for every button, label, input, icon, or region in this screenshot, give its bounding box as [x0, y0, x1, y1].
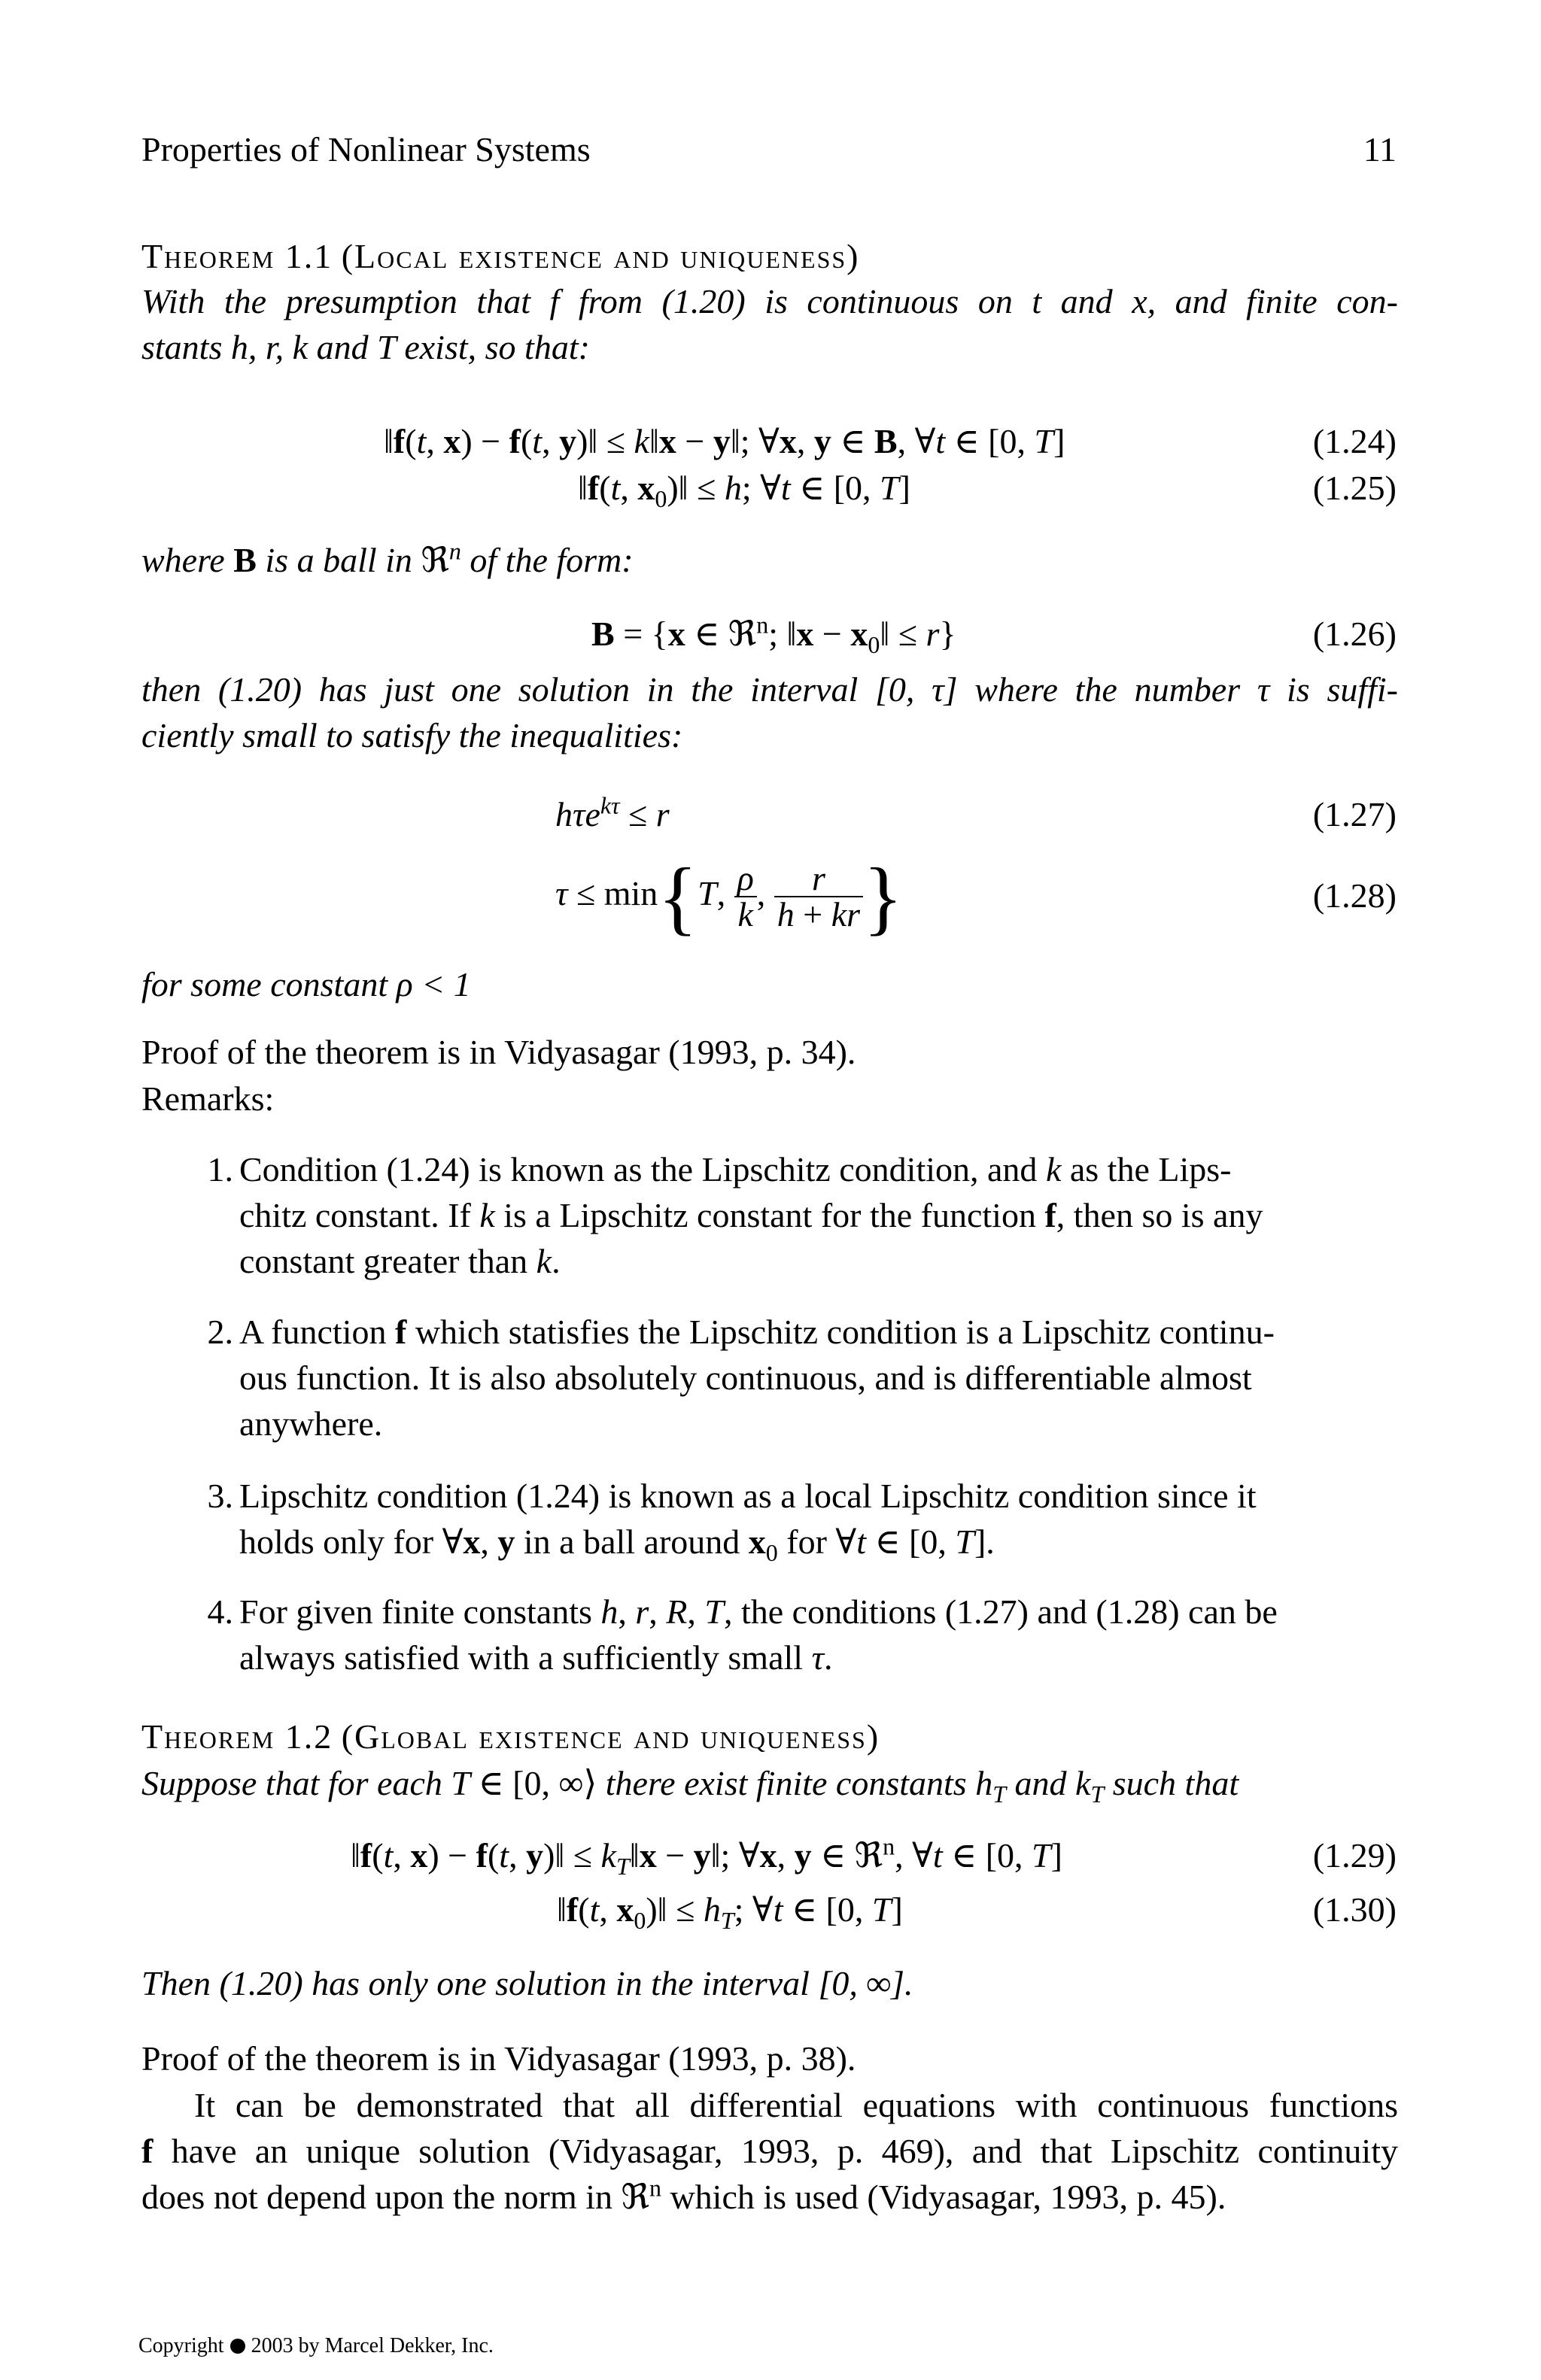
remark-1-text: Condition (1.24) is known as the Lipschitz condition, and k as the Lips- chitz constant. If k is a Lipschitz constant for the function f, then so is any constant greater than k. [239, 1150, 1263, 1280]
theorem-1-1-for-some-constant: for some constant ρ < 1 [141, 965, 471, 1003]
copyright-label: Copyright [138, 2334, 224, 2357]
theorem-1-1-statement [141, 278, 1398, 370]
remarks-label: Remarks: [141, 1079, 275, 1118]
theorem-1-2-statement: Suppose that for each T ∈ [0, ∞⟩ there exist finite constants $h_T$ and $k_T$ such that [141, 1764, 1239, 1808]
theorem-1-2-label: Theorem 1.2 [141, 1717, 333, 1756]
theorem-1-2-conclusion: Then (1.20) has only one solution in the interval [0, ∞]. [141, 1964, 913, 2002]
equation-1-30: ‖f(t, $x_0)‖ \le h_T$; ∀t ∈ [0, T] [557, 1890, 903, 1935]
theorem-1-1-then-line-2: ciently small to satisfy the inequalities: [141, 716, 683, 754]
theorem-1-2-heading [141, 1714, 880, 1759]
equation-1-25: ‖f(t, $x_0)‖ \le h$; ∀t ∈ [0, T] [578, 469, 910, 513]
final-paragraph: It can be demonstrated that all differential equations with continuous functions f have an unique solution (Vidyasagar, 1993, p. 469), and that Lipschitz continuity does not depend upon the norm in ℜ$^n$ which is used (Vidyasagar, 1993, p. 45). [141, 2086, 1398, 2216]
equation-number-1-30: (1.30) [1312, 1890, 1397, 1929]
copyright-footer [138, 2333, 494, 2359]
theorem-1-1-statement-line-1: With the presumption that f from (1.20) is continuous on t and x, and finite con- [141, 282, 1398, 320]
equation-number-1-29: (1.29) [1312, 1836, 1397, 1875]
remark-1-number: 1. [207, 1150, 233, 1188]
bullet-dot-icon [230, 2339, 245, 2354]
fraction-rho-over-k: $\frac{\rho}{k}$ [734, 861, 757, 932]
proof-1-1: Proof of the theorem is in Vidyasagar (1993, p. 34). [141, 1033, 856, 1071]
equation-number-1-24: (1.24) [1312, 422, 1397, 460]
equation-1-28: τ ≤ min{T, $\frac{\rho}{k}$ , $\frac{r}{h + kr}$ } [555, 851, 903, 943]
equation-1-26: B = {x ∈ ℜ$^n$; ‖x − $x_0‖ \le r$} [591, 611, 956, 659]
remark-2-text: A function f which statisfies the Lipschitz condition is a Lipschitz continu- ous function. It is also absolutely continuous, and is differentiable almost anywhere. [239, 1313, 1275, 1443]
equation-1-24: ‖f(t, x) − f(t, y)‖ ≤ k‖x − y‖; ∀x, y ∈ B, ∀t ∈ [0, T] [384, 422, 1065, 460]
remark-3-text: Lipschitz condition (1.24) is known as a local Lipschitz condition since it holds only for ∀x, y in a ball around $x_0$ for ∀t ∈ [0, T]. [239, 1477, 1257, 1567]
theorem-1-1-then [141, 666, 1398, 758]
equation-number-1-27: (1.27) [1312, 795, 1397, 833]
theorem-1-1-label: Theorem 1.1 [141, 237, 333, 275]
remark-3-number: 3. [207, 1477, 233, 1515]
fraction-r-over-h-plus-kr: $\frac{r}{h + kr}$ [774, 861, 863, 932]
equation-1-29: ‖f(t, x) − f(t, y)‖ ≤ $k_T‖x$ − y‖; ∀x, y ∈ ℜ$^n$, ∀t ∈ [0, T] [351, 1832, 1062, 1881]
equation-number-1-25: (1.25) [1312, 469, 1397, 507]
remark-4-text: For given finite constants h, r, R, T, the conditions (1.27) and (1.28) can be always satisfied with a sufficiently small τ. [239, 1592, 1278, 1677]
theorem-1-2-title: (Global existence and uniqueness) [341, 1717, 880, 1756]
copyright-holder: 2003 by Marcel Dekker, Inc. [251, 2334, 494, 2357]
page-number: 11 [1363, 130, 1397, 168]
theorem-1-1-where-text: where B is a ball in ℜ$^n$ of the form: [141, 537, 634, 579]
theorem-1-1-title: (Local existence and uniqueness) [341, 237, 860, 275]
proof-1-2: Proof of the theorem is in Vidyasagar (1993, p. 38). [141, 2039, 856, 2078]
where-superscript: n [448, 537, 461, 565]
theorem-1-1-heading [141, 233, 860, 279]
theorem-1-1-then-line-1: then (1.20) has just one solution in the interval [0, τ] where the number τ is suffi- [141, 670, 1398, 709]
remark-4-number: 4. [207, 1592, 233, 1631]
equation-number-1-28: (1.28) [1312, 876, 1397, 915]
equation-1-27: hτe$^{k\tau}$ ≤ r [555, 791, 670, 833]
running-header-title: Properties of Nonlinear Systems [141, 130, 591, 168]
remark-2-number: 2. [207, 1313, 233, 1351]
theorem-1-1-statement-line-2: stants h, r, k and T exist, so that: [141, 328, 590, 366]
equation-number-1-26: (1.26) [1312, 615, 1397, 653]
